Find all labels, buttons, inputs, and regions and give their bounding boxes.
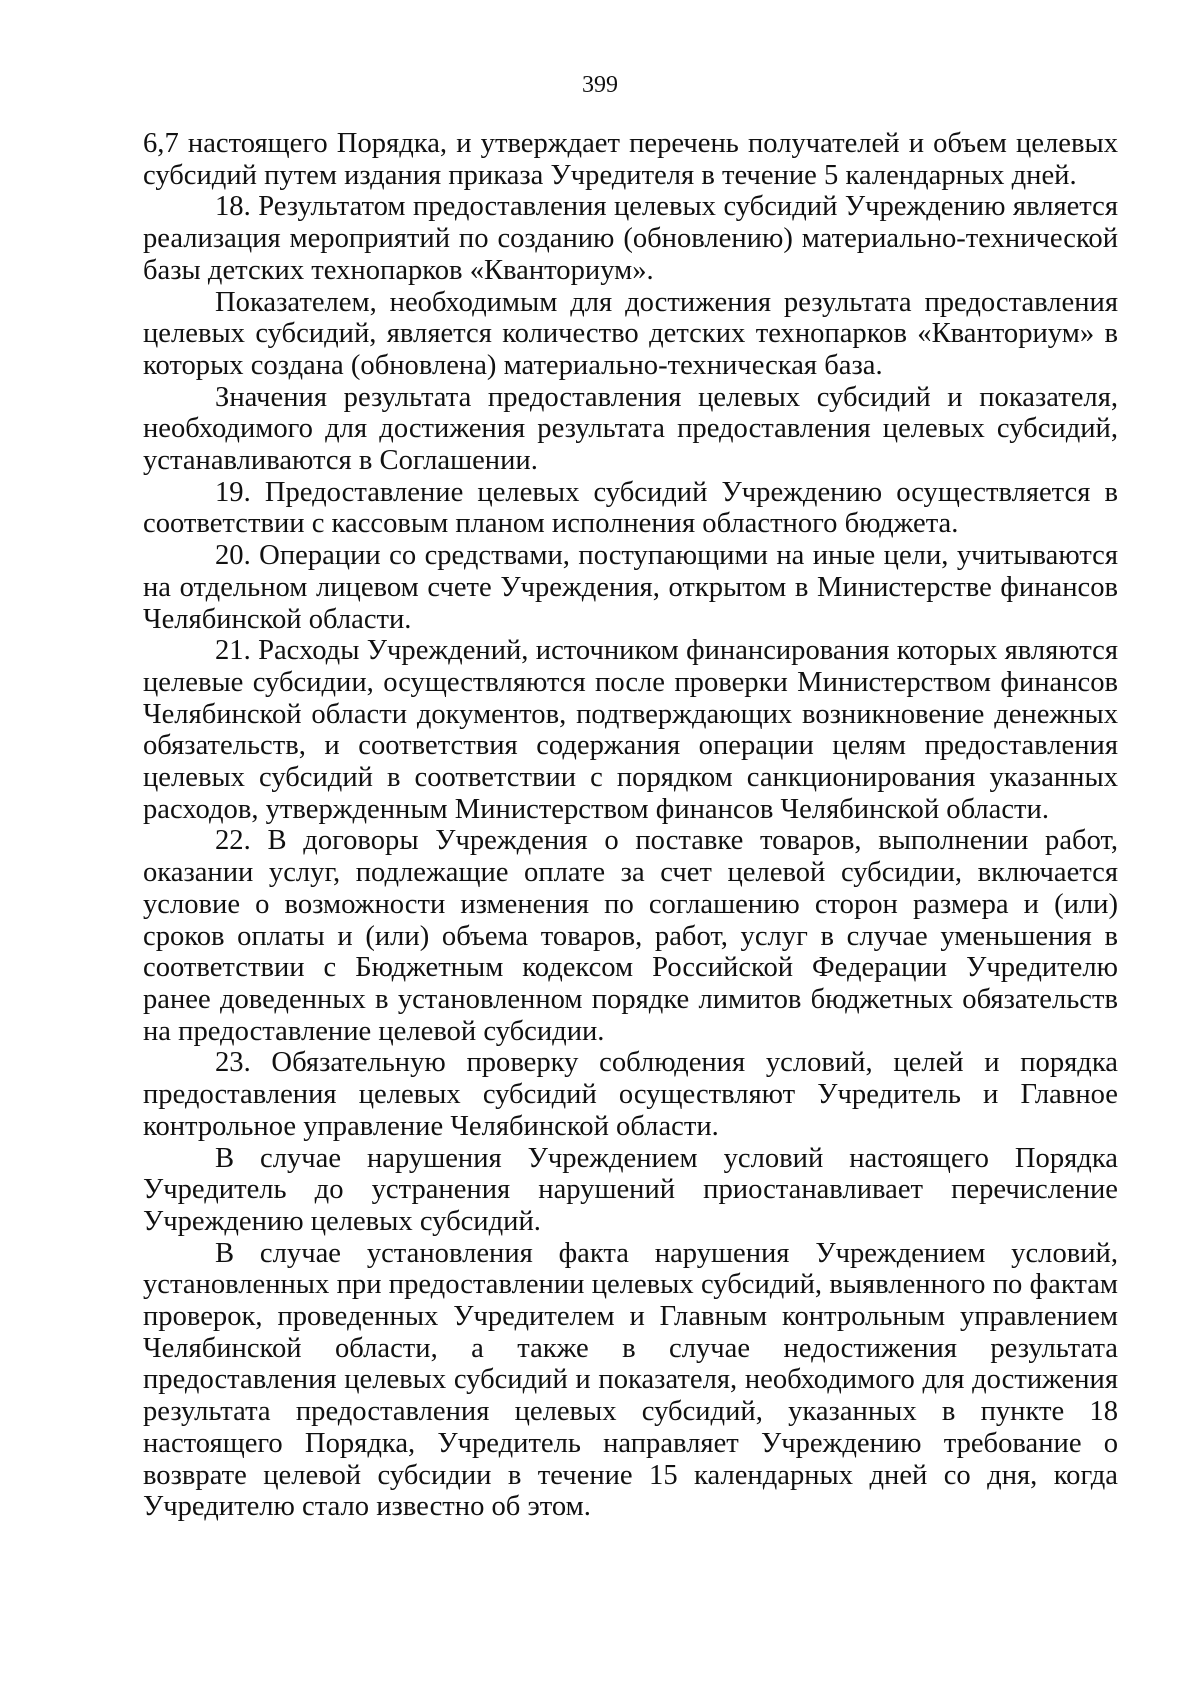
paragraph-violation: В случае нарушения Учреждением условий настоящего Порядка Учредитель до устранения нарушений приостанавливает перечисление Учреждению целевых субсидий. [143, 1142, 1118, 1237]
paragraph-continuation: 6,7 настоящего Порядка, и утверждает перечень получателей и объем целевых субсидий путем издания приказа Учредителя в течение 5 календарных дней. [143, 128, 1118, 191]
paragraph-refund: В случае установления факта нарушения Учреждением условий, установленных при предоставлении целевых субсидий, выявленного по фактам проверок, проведенных Учредителем и Главным контрольным управлением Челябинской области, а также в случае недостижения результата предоставления целевых субсидий и показателя, необходимого для достижения результата предоставления целевых субсидий, указанных в пункте 18 настоящего Порядка, Учредитель направляет Учреждению требование о возврате целевой субсидии в течение 15 календарных дней со дня, когда Учредителю стало известно об этом. [143, 1237, 1118, 1523]
paragraph-item-23: 23. Обязательную проверку соблюдения условий, целей и порядка предоставления целевых субсидий осуществляют Учредитель и Главное контрольное управление Челябинской области. [143, 1047, 1118, 1142]
paragraph-item-20: 20. Операции со средствами, поступающими на иные цели, учитываются на отдельном лицевом счете Учреждения, открытом в Министерстве финансов Челябинской области. [143, 540, 1118, 635]
paragraph-item-19: 19. Предоставление целевых субсидий Учреждению осуществляется в соответствии с кассовым планом исполнения областного бюджета. [143, 476, 1118, 540]
page-number: 399 [582, 72, 618, 98]
paragraph-item-18: 18. Результатом предоставления целевых субсидий Учреждению является реализация мероприятий по созданию (обновлению) материально-технической базы детских технопарков «Кванториум». [143, 191, 1118, 286]
paragraph-item-22: 22. В договоры Учреждения о поставке товаров, выполнении работ, оказании услуг, подлежащие оплате за счет целевой субсидии, включается условие о возможности изменения по соглашению сторон размера и (или) сроков оплаты и (или) объема товаров, работ, услуг в случае уменьшения в соответствии с Бюджетным кодексом Российской Федерации Учредителю ранее доведенных в установленном порядке лимитов бюджетных обязательств на предоставление целевой субсидии. [143, 825, 1118, 1047]
paragraph-indicator: Показателем, необходимым для достижения результата предоставления целевых субсидий, является количество детских технопарков «Кванториум» в которых создана (обновлена) материально-техническая база. [143, 286, 1118, 381]
paragraph-values: Значения результата предоставления целевых субсидий и показателя, необходимого для достижения результата предоставления целевых субсидий, устанавливаются в Соглашении. [143, 381, 1118, 477]
document-body [143, 128, 1118, 1523]
paragraph-item-21: 21. Расходы Учреждений, источником финансирования которых являются целевые субсидии, осуществляются после проверки Министерством финансов Челябинской области документов, подтверждающих возникновение денежных обязательств, и соответствия содержания операции целям предоставления целевых субсидий в соответствии с порядком санкционирования указанных расходов, утвержденным Министерством финансов Челябинской области. [143, 635, 1118, 825]
